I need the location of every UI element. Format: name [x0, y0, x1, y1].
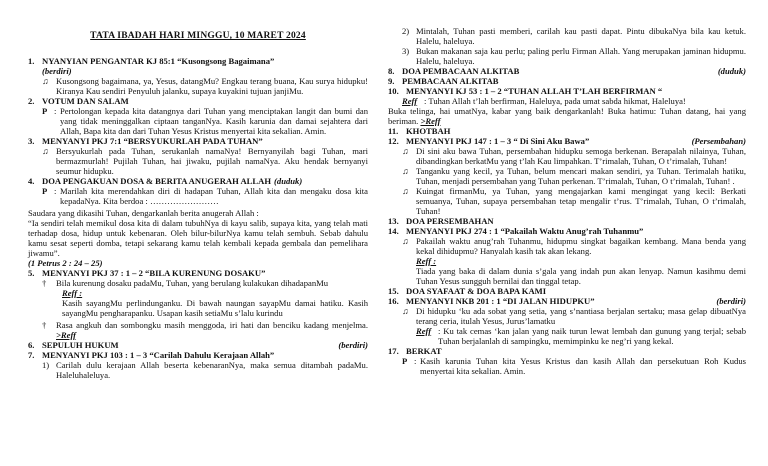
refrain [402, 96, 746, 106]
verse-text: Kusongsong bagaimana, ya, Yesus, datangMu? Engkau terang buana, Kau surya hidupku! Kiranya Kau sendiri Penyuluh jalanku, supaya kuyakini tujuan janjiMu. [56, 76, 368, 96]
song-verse [42, 278, 368, 288]
posture-tag: (Persembahan) [691, 136, 746, 146]
section-heading: BERKAT [406, 346, 442, 356]
section-16 [388, 296, 746, 306]
refrain-text: Tiada yang baka di dalam dunia s’gala yang indah pun akan lenyap. Namun kasihmu demi Tuhan Yesus sungguh bernilai dan tinggal tetap. [416, 266, 746, 286]
verse-text: Bersyukurlah pada Tuhan, serukanlah namaNya! Bernyanyilah bagi Tuhan, mari bermazmurlah! Pujilah Tuhan, hai jiwaku, pujilah namaNya. Aku hendak bernyanyi seumur hidupku. [56, 146, 368, 176]
section-heading: MENYANYI PKJ 274 : 1 “Pakailah Waktu Anug’rah Tuhanmu” [406, 226, 644, 236]
leader-text: P : Marilah kita merendahkan diri di hadapan Tuhan, Allah kita dan mengaku dosa kita kepadaNya. Kita berdoa : …………………… [42, 186, 368, 206]
section-4 [28, 176, 368, 186]
music-note-icon: ♫ [402, 146, 409, 156]
cross-icon: † [42, 278, 47, 288]
verse-text: Carilah dulu kerajaan Allah beserta kebenaranNya, maka semua ditambah padaMu. Haleluhaleluya. [56, 360, 368, 380]
song-verse [402, 186, 746, 216]
section-12 [388, 136, 746, 146]
music-note-icon: ♫ [402, 166, 409, 176]
numbered-verse [402, 26, 746, 46]
verse-number: 1) [42, 360, 50, 370]
leader-marker: P [42, 186, 48, 196]
refrain-text: : Tuhan Allah t’lah berfirman, Haleluya, pada umat sabda hikmat, Haleluya! [424, 96, 686, 106]
posture-tag: (duduk) [717, 66, 746, 76]
cross-icon: † [42, 320, 47, 330]
section-number: 1. [28, 56, 35, 66]
scripture-quote: “Ia sendiri telah memikul dosa kita di dalam tubuhNya di kayu salib, supaya kita, yang telah mati terhadap dosa, hidup untuk kebenaran. Oleh bilur-bilurNya kamu telah sembuh. Sebab dahulu kamu sesat seperti domba, tetapi sekarang kamu telah kembali kepada gembala dan pemelihara jiwamu”. [28, 218, 368, 258]
posture-tag: (berdiri) [42, 66, 72, 76]
posture-tag: (berdiri) [338, 340, 368, 350]
verse-number: 3) [402, 46, 410, 56]
song-verse [42, 76, 368, 96]
song-verse [402, 166, 746, 186]
verse-text: Rasa angkuh dan sombongku masih menggoda, iri hati dan benciku kadang menjelma. [56, 320, 368, 330]
section-heading: MENYANYI PKJ 37 : 1 – 2 “BILA KURENUNG DOSAKU” [42, 268, 266, 278]
section-number: 17. [388, 346, 399, 356]
section-number: 12. [388, 136, 399, 146]
verse-text: Kuingat firmanMu, ya Tuhan, yang mengajarkan kami mengingat yang kecil: Berkati semuanya, Tuhan, supaya persembahan tetap mengalir t’rus. T’rimalah, Tuhan, O t’rimalah, Tuhan! [416, 186, 746, 216]
numbered-verse [42, 360, 368, 380]
posture-tag: (berdiri) [716, 296, 746, 306]
paragraph-text: Marilah kita merendahkan diri di hadapan Tuhan, Allah kita dan mengaku dosa kita kepadaNya. Kita berdoa : …………………… [60, 186, 368, 206]
section-5 [28, 268, 368, 278]
section-heading: KHOTBAH [406, 126, 451, 136]
music-note-icon: ♫ [402, 236, 409, 246]
section-7 [28, 350, 368, 360]
verse-number: 2) [402, 26, 410, 36]
verse-text: Pakailah waktu anug’rah Tuhanmu, hidupmu singkat bagaikan kembang. Mana benda yang kekal dihidupmu? Hanyalah kasih tak akan lekang. [416, 236, 746, 256]
section-heading: PEMBACAAN ALKITAB [402, 76, 499, 86]
section-number: 5. [28, 268, 35, 278]
section-heading: NYANYIAN PENGANTAR KJ 85:1 “Kusongsong Bagaimana” [42, 56, 275, 66]
section-3 [28, 136, 368, 146]
verse-text: Bukan makanan saja kau perlu; paling perlu Firman Allah. Yang merupakan jaminan hidupmu. Halelu, haleluya. [416, 46, 746, 66]
section-number: 6. [28, 340, 35, 350]
song-verse [42, 146, 368, 176]
music-note-icon: ♫ [402, 186, 409, 196]
verse-text: Buka telinga, hai umatNya, kabar yang baik dengarkanlah! Buka hatimu: Tuhan datang, hai yang beriman. [388, 106, 746, 126]
section-number: 4. [28, 176, 35, 186]
section-number: 14. [388, 226, 399, 236]
numbered-verse [402, 46, 746, 66]
section-10 [388, 86, 746, 96]
song-verse [402, 306, 746, 326]
refrain-link: >Reff [420, 116, 441, 126]
refrain-link: >Reff [56, 330, 77, 340]
section-8 [388, 66, 746, 76]
refrain-text: Kasih sayangMu perlindunganku. Di bawah naungan sayapMu damai hatiku. Kasih sayangMu pengharapanku. Usapan kasih setiaMu s’lalu kurindu [62, 298, 368, 318]
section-13 [388, 216, 746, 226]
song-verse [402, 236, 746, 256]
section-number: 2. [28, 96, 35, 106]
section-number: 8. [388, 66, 395, 76]
section-number: 15. [388, 286, 399, 296]
song-verse [42, 320, 368, 340]
right-column [388, 26, 746, 376]
section-heading: VOTUM DAN SALAM [42, 96, 129, 106]
refrain [416, 326, 746, 346]
paragraph-text: Kasih karunia Tuhan kita Yesus Kristus dan kasih Allah dan persekutuan Roh Kudus menyertai kita sekalian. Amin. [420, 356, 746, 376]
verse-text: Tanganku yang kecil, ya Tuhan, belum mencari makan sendiri, ya Tuhan. Terimalah hatiku, Tuhan, menjadi persembahan yang Tuhan perkenan. T’rimalah, Tuhan, O t’rimalah, Tuhan! . [416, 166, 746, 186]
music-note-icon: ♫ [42, 146, 49, 156]
section-17 [388, 346, 746, 356]
posture-tag: (duduk) [274, 176, 303, 186]
intro-text: Saudara yang dikasihi Tuhan, dengarkanlah berita anugerah Allah : [28, 208, 259, 218]
page-title: TATA IBADAH HARI MINGGU, 10 MARET 2024 [90, 31, 306, 41]
music-note-icon: ♫ [42, 76, 49, 86]
section-number: 10. [388, 86, 399, 96]
section-heading: DOA PENGAKUAN DOSA & BERITA ANUGERAH ALLAH [42, 176, 272, 186]
refrain-text: : Ku tak cemas ‘kan jalan yang naik turun lewat lembah dan gunung yang terjal; sebab Tuhan berjalanlah di sampingku, memimpinku ke neg’ri yang kekal. [438, 326, 746, 346]
leader-marker: P [402, 356, 408, 366]
section-15 [388, 286, 746, 296]
section-heading: DOA PERSEMBAHAN [406, 216, 494, 226]
section-heading: DOA SYAFAAT & DOA BAPA KAMI [406, 286, 547, 296]
section-2 [28, 96, 368, 106]
section-number: 3. [28, 136, 35, 146]
section-heading: MENYANYI KJ 53 : 1 – 2 “TUHAN ALLAH T’LAH BERFIRMAN “ [406, 86, 663, 96]
section-heading: MENYANYI PKJ 103 : 1 – 3 “Carilah Dahulu Kerajaan Allah” [42, 350, 275, 360]
refrain-label: Reff : [62, 288, 83, 298]
leader-text: P : Pertolongan kepada kita datangnya dari Tuhan yang menciptakan langit dan bumi dan yang tidak meninggalkan ciptaan tanganNya. Kasih karunia dan damai sejahtera dari Allah, Bapa kita dan dari Tuhan Yesus Kristus menyertai kita sekalian. Amin. [42, 106, 368, 136]
music-note-icon: ♫ [402, 306, 409, 316]
section-1 [28, 56, 368, 66]
section-heading: MENYANYI PKJ 7:1 “BERSYUKURLAH PADA TUHAN” [42, 136, 263, 146]
refrain-label: Reff : [416, 256, 437, 266]
refrain-label: Reff [402, 96, 418, 106]
section-number: 9. [388, 76, 395, 86]
section-heading: DOA PEMBACAAN ALKITAB [402, 66, 520, 76]
verse-text: Di sini aku bawa Tuhan, persembahan hidupku semoga berkenan. Berapalah nilainya, Tuhan, dibandingkan berkatMu yang t’lah Kau limpahkan. T’rimalah, Tuhan, O t’rimalah, Tuhan! [416, 146, 746, 166]
section-heading: SEPULUH HUKUM [42, 340, 119, 350]
section-heading: MENYANYI PKJ 147 : 1 – 3 “ Di Sini Aku Bawa” [406, 136, 590, 146]
section-number: 13. [388, 216, 399, 226]
section-number: 7. [28, 350, 35, 360]
section-11 [388, 126, 746, 136]
section-14 [388, 226, 746, 236]
verse-text: Bila kurenung dosaku padaMu, Tuhan, yang berulang kulakukan dihadapanMu [56, 278, 329, 288]
leader-text: P : Kasih karunia Tuhan kita Yesus Kristus dan kasih Allah dan persekutuan Roh Kudus menyertai kita sekalian. Amin. [402, 356, 746, 376]
leader-marker: P [42, 106, 48, 116]
scripture-citation: (1 Petrus 2 : 24 – 25) [28, 258, 103, 268]
refrain-label: Reff [416, 326, 432, 336]
section-number: 11. [388, 126, 399, 136]
song-verse [402, 146, 746, 166]
left-column [28, 0, 368, 380]
section-heading: MENYANYI NKB 201 : 1 “DI JALAN HIDUPKU” [406, 296, 595, 306]
verse-text: Di hidupku ‘ku ada sobat yang setia, yang s’nantiasa berjalan sertaku; masa gelap dibuatNya terang ceria, itulah Yesus, Jurus’lamatku [416, 306, 746, 326]
verse-text: Mintalah, Tuhan pasti memberi, carilah kau pasti dapat. Pintu dibukaNya bila kau ketuk. Halelu, haleluya. [416, 26, 746, 46]
section-number: 16. [388, 296, 399, 306]
section-6 [28, 340, 368, 350]
paragraph-text: Pertolongan kepada kita datangnya dari Tuhan yang menciptakan langit dan bumi dan yang tidak meninggalkan ciptaan tanganNya. Kasih karunia dan damai sejahtera dari Allah, Bapa kita dan dari Tuhan Yesus Kristus menyertai kita sekalian. Amin. [60, 106, 368, 136]
section-9 [388, 76, 746, 86]
